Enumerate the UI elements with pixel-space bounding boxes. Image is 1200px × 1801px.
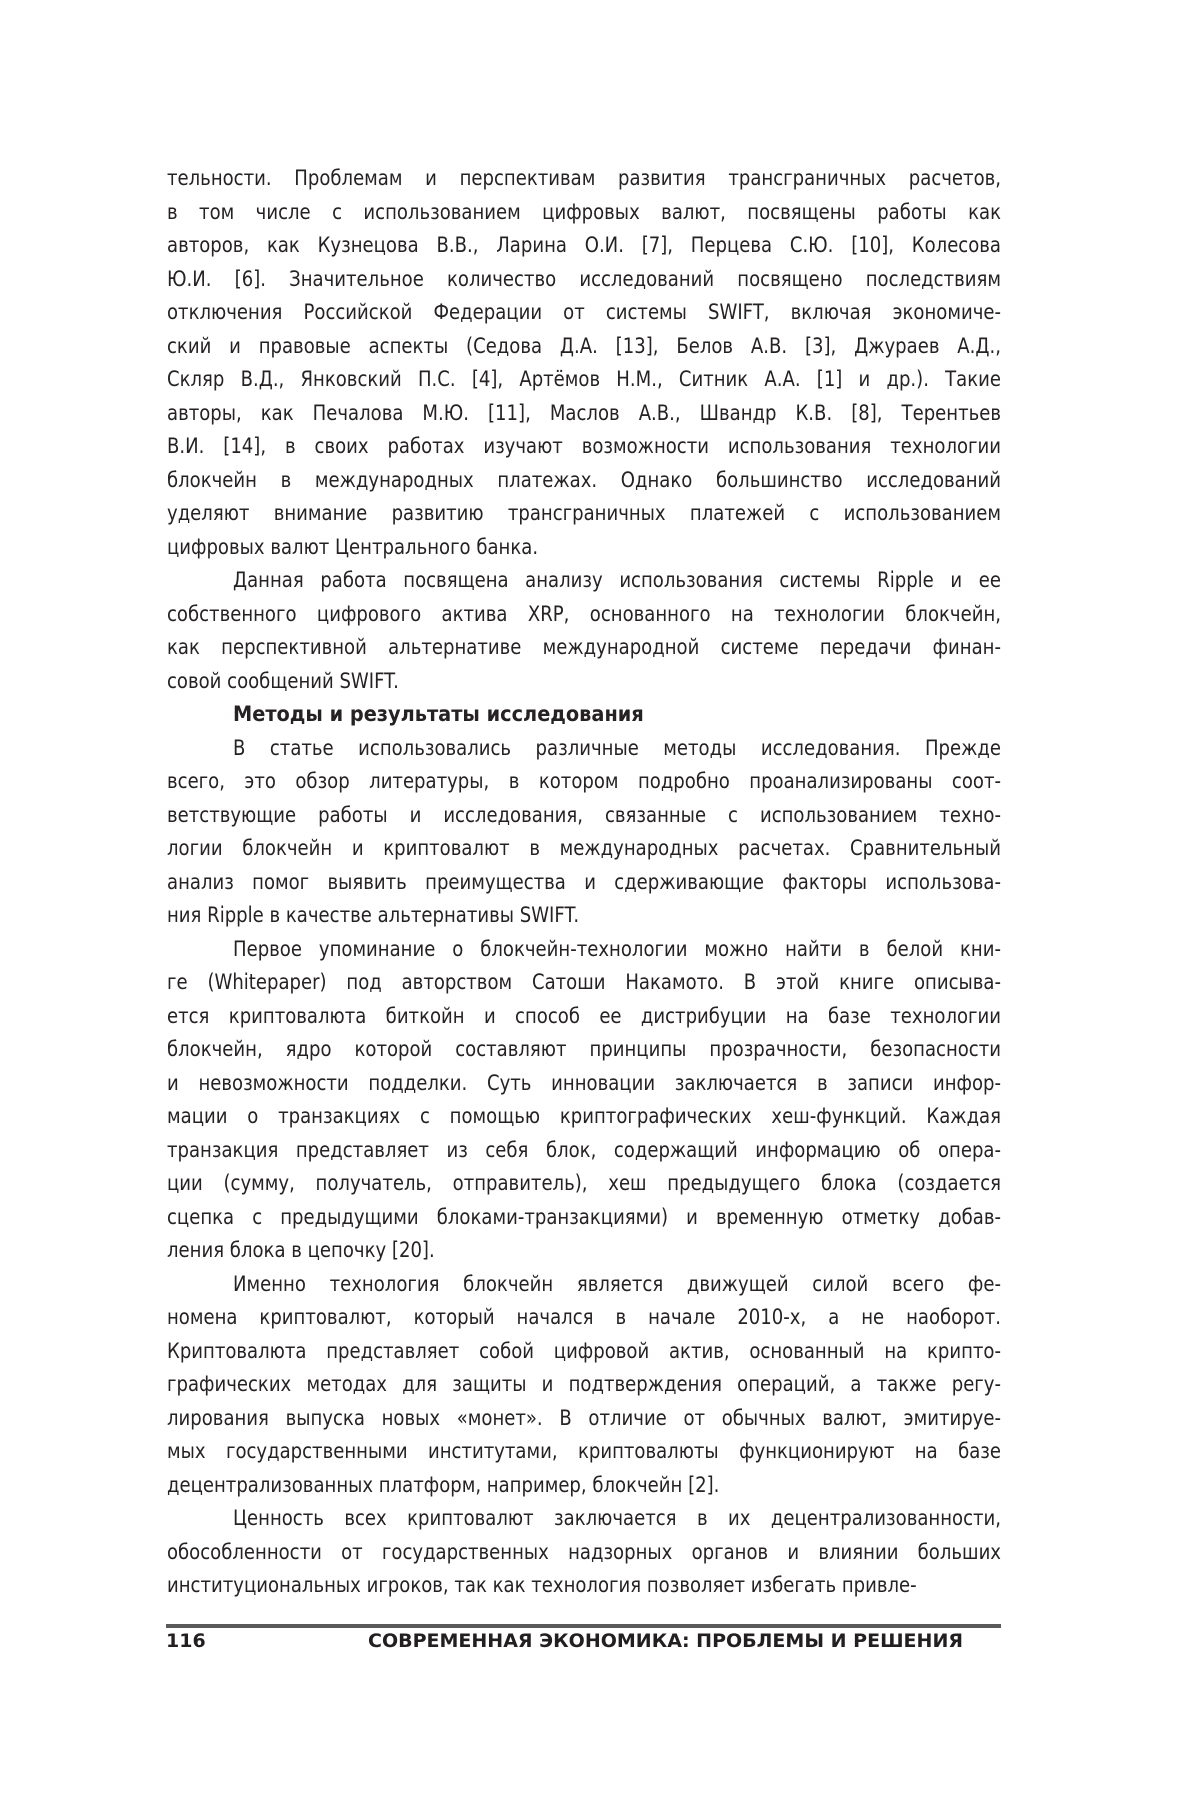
text-line [167,564,1001,598]
line-text: мации о транзакциях с помощью криптографических хеш-функций. Каждая [167,1104,1001,1128]
text-line [167,832,1001,866]
text-line [167,1402,1001,1436]
line-text: мых государственными институтами, криптовалюты функционируют на базе [167,1439,1001,1463]
paragraph [167,162,1001,564]
line-text: отключения Российской Федерации от системы SWIFT, включая экономиче- [167,300,1001,324]
line-text: Криптовалюта представляет собой цифровой актив, основанный на крипто- [167,1338,1001,1363]
line-text: Методы и результаты исследования [233,702,644,726]
line-text: ется криптовалюта биткойн и способ ее дистрибуции на базе технологии [167,1003,1001,1028]
text-line [167,1033,1001,1067]
line-text: ге (Whitepaper) под авторством Сатоши Накамото. В этой книге описыва- [167,970,1001,994]
text-line [167,1368,1001,1402]
text-line [167,1201,1001,1235]
text-line [167,430,1001,464]
section-heading [167,698,1001,732]
line-text: ции (сумму, получатель, отправитель), хеш предыдущего блока (создается [167,1171,1002,1195]
line-text: анализ помог выявить преимущества и сдерживающие факторы использова- [167,869,1001,894]
text-line [167,330,1001,364]
line-text: тельности. Проблемам и перспективам развития трансграничных расчетов, [167,166,1002,190]
line-text: номена криптовалют, который начался в начале 2010-х, а не наоборот. [167,1305,1001,1329]
line-text: ский и правовые аспекты (Седова Д.А. [13], Белов А.В. [3], Джураев А.Д., [167,333,1001,358]
line-text: блокчейн в международных платежах. Однако большинство исследований [167,467,1001,492]
line-text: блокчейн, ядро которой составляют принципы прозрачности, безопасности [167,1037,1002,1061]
text-line [167,1469,1001,1503]
text-line [167,732,1001,766]
footer-rule [166,1624,1001,1628]
paragraph [167,732,1001,933]
text-line [167,966,1001,1000]
text-line [167,1268,1001,1302]
text-line [167,363,1001,397]
line-text: институциональных игроков, так как технология позволяет избегать привле- [167,1573,917,1597]
line-text: В статье использовались различные методы исследования. Прежде [233,735,1001,760]
line-text: Именно технология блокчейн является движущей силой всего фе- [233,1271,1001,1296]
line-text: уделяют внимание развитию трансграничных платежей с использованием [167,501,1001,525]
text-line [167,899,1001,933]
text-line [167,497,1001,531]
text-line [167,1435,1001,1469]
article-body [167,162,1001,1603]
line-text: децентрализованных платформ, например, блокчейн [2]. [167,1472,720,1497]
text-line [167,397,1001,431]
text-line [167,162,1001,196]
line-text: Данная работа посвящена анализу использования системы Ripple и ее [233,568,1001,592]
line-text: обособленности от государственных надзорных органов и влиянии больших [167,1539,1001,1564]
line-text: как перспективной альтернативе международной системе передачи финан- [167,635,1001,659]
line-text: собственного цифрового актива XRP, основанного на технологии блокчейн, [167,601,1002,626]
text-line [167,196,1001,230]
line-text: цифровых валют Центрального банка. [167,534,539,559]
text-line [167,1536,1001,1570]
line-text: логии блокчейн и криптовалют в международных расчетах. Сравнительный [167,836,1001,860]
text-line [167,866,1001,900]
line-text: лирования выпуска новых «монет». В отличие от обычных валют, эмитируе- [167,1405,1001,1430]
text-line [167,1301,1001,1335]
text-line [167,665,1001,699]
line-text: транзакция представляет из себя блок, содержащий информацию об опера- [167,1137,1001,1162]
line-text: Скляр В.Д., Янковский П.С. [4], Артёмов Н.М., Ситник А.А. [1] и др.). Такие [167,367,1001,391]
text-line [167,229,1001,263]
journal-title: СОВРЕМЕННАЯ ЭКОНОМИКА: ПРОБЛЕМЫ И РЕШЕНИЯ [368,1630,963,1652]
text-line [167,598,1001,632]
text-line [167,799,1001,833]
text-line [167,765,1001,799]
line-text: сцепка с предыдущими блоками-транзакциями) и временную отметку добав- [167,1204,1001,1229]
paragraph [167,933,1001,1268]
text-line [167,464,1001,498]
text-line [167,263,1001,297]
page-number: 116 [166,1630,206,1652]
paragraph [167,564,1001,698]
line-text: авторы, как Печалова М.Ю. [11], Маслов А.В., Швандр К.В. [8], Терентьев [167,400,1001,425]
page-footer [166,1630,1001,1656]
text-line [167,1167,1001,1201]
text-line [167,1067,1001,1101]
line-text: авторов, как Кузнецова В.В., Ларина О.И. [7], Перцева С.Ю. [10], Колесова [167,233,1001,257]
text-line [167,531,1001,565]
text-line [167,1100,1001,1134]
line-text: графических методах для защиты и подтверждения операций, а также регу- [167,1372,1001,1396]
text-line [167,933,1001,967]
line-text: Ценность всех криптовалют заключается в их децентрализованности, [233,1506,1002,1530]
text-line [167,1234,1001,1268]
line-text: в том числе с использованием цифровых валют, посвящены работы как [167,199,1001,224]
line-text: всего, это обзор литературы, в котором подробно проанализированы соот- [167,769,1001,793]
line-text: Первое упоминание о блокчейн-технологии можно найти в белой кни- [233,936,1001,961]
line-text: В.И. [14], в своих работах изучают возможности использования технологии [167,434,1001,458]
text-line [167,1134,1001,1168]
line-text: ления блока в цепочку [20]. [167,1238,435,1262]
line-text: совой сообщений SWIFT. [167,668,399,693]
text-line [167,1335,1001,1369]
text-line [167,631,1001,665]
text-line [167,1502,1001,1536]
text-line [167,1000,1001,1034]
line-text: ветствующие работы и исследования, связанные с использованием техно- [167,802,1001,827]
line-text: ния Ripple в качестве альтернативы SWIFT. [167,903,580,927]
heading-line [167,698,1001,732]
line-text: и невозможности подделки. Суть инновации заключается в записи инфор- [167,1070,1001,1095]
paragraph [167,1268,1001,1503]
line-text: Ю.И. [6]. Значительное количество исследований посвящено последствиям [167,266,1001,291]
text-line [167,1569,1001,1603]
text-line [167,296,1001,330]
paragraph [167,1502,1001,1603]
